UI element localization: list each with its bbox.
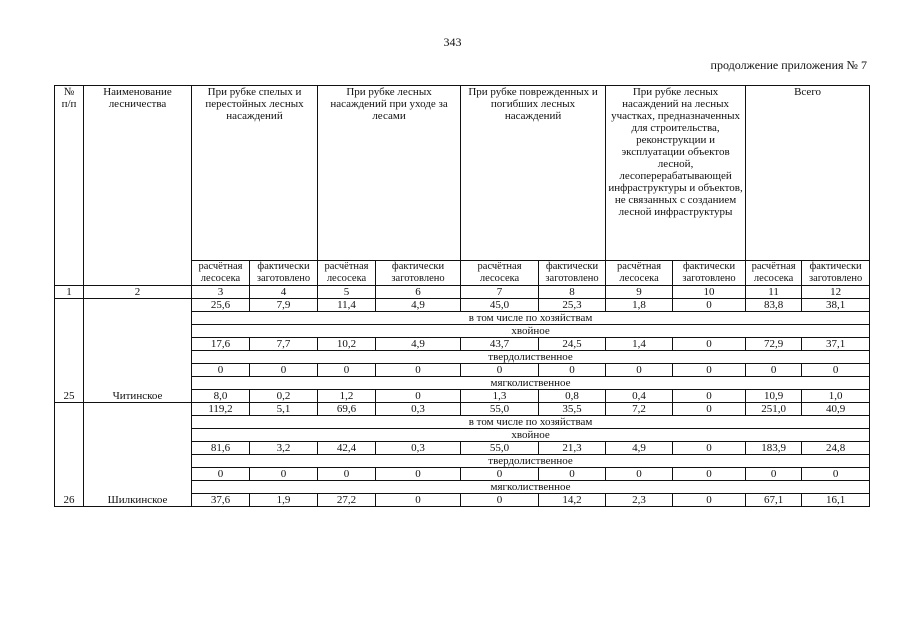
subheader-actual: фактически заготовлено [673,261,746,286]
column-number: 7 [461,286,539,299]
value-cell: 81,6 [192,442,250,455]
column-number: 2 [84,286,192,299]
value-cell: 0 [673,468,746,481]
forestry-name: Шилкинское [84,403,192,507]
value-cell: 0 [461,364,539,377]
header-infrastructure-felling: При рубке лесных насаждений на лесных участках, предназначенных для строительства, реконструкции и эксплуатации объектов лесной, лесоперерабатывающей инфраструктуры и объектов, не связанных с созданием лесной инфраструктуры [606,86,746,261]
value-cell: 17,6 [192,338,250,351]
subheader-planned: расчётная лесосека [606,261,673,286]
value-cell: 25,3 [539,299,606,312]
value-cell: 0,8 [539,390,606,403]
value-cell: 0 [802,468,870,481]
value-cell: 0 [673,338,746,351]
value-cell: 11,4 [318,299,376,312]
value-cell: 0,3 [376,442,461,455]
value-cell: 0 [673,494,746,507]
subheader-actual: фактически заготовлено [802,261,870,286]
value-cell: 37,6 [192,494,250,507]
value-cell: 40,9 [802,403,870,416]
value-cell: 4,9 [606,442,673,455]
value-cell: 0 [461,468,539,481]
value-cell: 43,7 [461,338,539,351]
value-cell: 55,0 [461,403,539,416]
value-cell: 27,2 [318,494,376,507]
subheader-planned: расчётная лесосека [461,261,539,286]
forestry-number: 25 [55,299,84,403]
including-by-farms-label: в том числе по хозяйствам [192,312,870,325]
forestry-total-row [55,299,870,312]
value-cell: 0 [461,494,539,507]
value-cell: 0 [376,364,461,377]
value-cell: 83,8 [746,299,802,312]
value-cell: 55,0 [461,442,539,455]
column-number: 11 [746,286,802,299]
value-cell: 0 [318,468,376,481]
value-cell: 0 [673,390,746,403]
subheader-planned: расчётная лесосека [318,261,376,286]
table-body [55,299,870,507]
value-cell: 0 [606,468,673,481]
value-cell: 72,9 [746,338,802,351]
softwood-label: мягколиственное [192,481,870,494]
value-cell: 0,2 [250,390,318,403]
value-cell: 5,1 [250,403,318,416]
value-cell: 0 [376,494,461,507]
column-number: 1 [55,286,84,299]
value-cell: 25,6 [192,299,250,312]
value-cell: 183,9 [746,442,802,455]
subheader-planned: расчётная лесосека [746,261,802,286]
harvest-volume-table [54,85,870,507]
value-cell: 35,5 [539,403,606,416]
value-cell: 1,8 [606,299,673,312]
value-cell: 10,9 [746,390,802,403]
value-cell: 0 [318,364,376,377]
value-cell: 0 [673,442,746,455]
forestry-name: Читинское [84,299,192,403]
header-damaged-felling: При рубке поврежденных и погибших лесных насаждений [461,86,606,261]
value-cell: 16,1 [802,494,870,507]
value-cell: 7,9 [250,299,318,312]
appendix-continuation-note: продолжение приложения № 7 [710,58,867,72]
value-cell: 4,9 [376,338,461,351]
softwood-label: мягколиственное [192,377,870,390]
hardwood-label: твердолиственное [192,351,870,364]
value-cell: 0 [802,364,870,377]
subheader-actual: фактически заготовлено [539,261,606,286]
value-cell: 1,9 [250,494,318,507]
coniferous-label: хвойное [192,325,870,338]
column-number-row [55,286,870,299]
column-number: 10 [673,286,746,299]
value-cell: 7,7 [250,338,318,351]
column-number: 8 [539,286,606,299]
value-cell: 0 [192,364,250,377]
value-cell: 1,2 [318,390,376,403]
value-cell: 10,2 [318,338,376,351]
value-cell: 4,9 [376,299,461,312]
value-cell: 7,2 [606,403,673,416]
value-cell: 0 [673,403,746,416]
header-care-felling: При рубке лесных насаждений при уходе за лесами [318,86,461,261]
column-number: 5 [318,286,376,299]
value-cell: 38,1 [802,299,870,312]
value-cell: 0 [539,468,606,481]
header-forestry-name: Наименование лесничества [84,86,192,286]
value-cell: 45,0 [461,299,539,312]
column-number: 6 [376,286,461,299]
coniferous-label: хвойное [192,429,870,442]
value-cell: 0 [250,468,318,481]
value-cell: 8,0 [192,390,250,403]
hardwood-label: твердолиственное [192,455,870,468]
column-number: 4 [250,286,318,299]
value-cell: 21,3 [539,442,606,455]
column-number: 3 [192,286,250,299]
value-cell: 119,2 [192,403,250,416]
value-cell: 42,4 [318,442,376,455]
value-cell: 0 [539,364,606,377]
value-cell: 24,5 [539,338,606,351]
subheader-actual: фактически заготовлено [376,261,461,286]
value-cell: 1,4 [606,338,673,351]
page-number: 343 [443,35,462,49]
value-cell: 24,8 [802,442,870,455]
value-cell: 251,0 [746,403,802,416]
value-cell: 0 [250,364,318,377]
value-cell: 1,3 [461,390,539,403]
value-cell: 2,3 [606,494,673,507]
including-by-farms-label: в том числе по хозяйствам [192,416,870,429]
subheader-actual: фактически заготовлено [250,261,318,286]
value-cell: 0 [746,468,802,481]
value-cell: 0,3 [376,403,461,416]
value-cell: 0 [746,364,802,377]
header-row [55,86,870,261]
value-cell: 0 [673,364,746,377]
value-cell: 0 [376,390,461,403]
forestry-number: 26 [55,403,84,507]
value-cell: 0,4 [606,390,673,403]
value-cell: 14,2 [539,494,606,507]
value-cell: 0 [673,299,746,312]
forestry-total-row [55,403,870,416]
subheader-planned: расчётная лесосека [192,261,250,286]
value-cell: 0 [376,468,461,481]
header-mature-felling: При рубке спелых и перестойных лесных насаждений [192,86,318,261]
value-cell: 3,2 [250,442,318,455]
value-cell: 37,1 [802,338,870,351]
header-number: № п/п [55,86,84,286]
value-cell: 69,6 [318,403,376,416]
column-number: 12 [802,286,870,299]
column-number: 9 [606,286,673,299]
value-cell: 1,0 [802,390,870,403]
header-total: Всего [746,86,870,261]
value-cell: 0 [192,468,250,481]
value-cell: 0 [606,364,673,377]
value-cell: 67,1 [746,494,802,507]
